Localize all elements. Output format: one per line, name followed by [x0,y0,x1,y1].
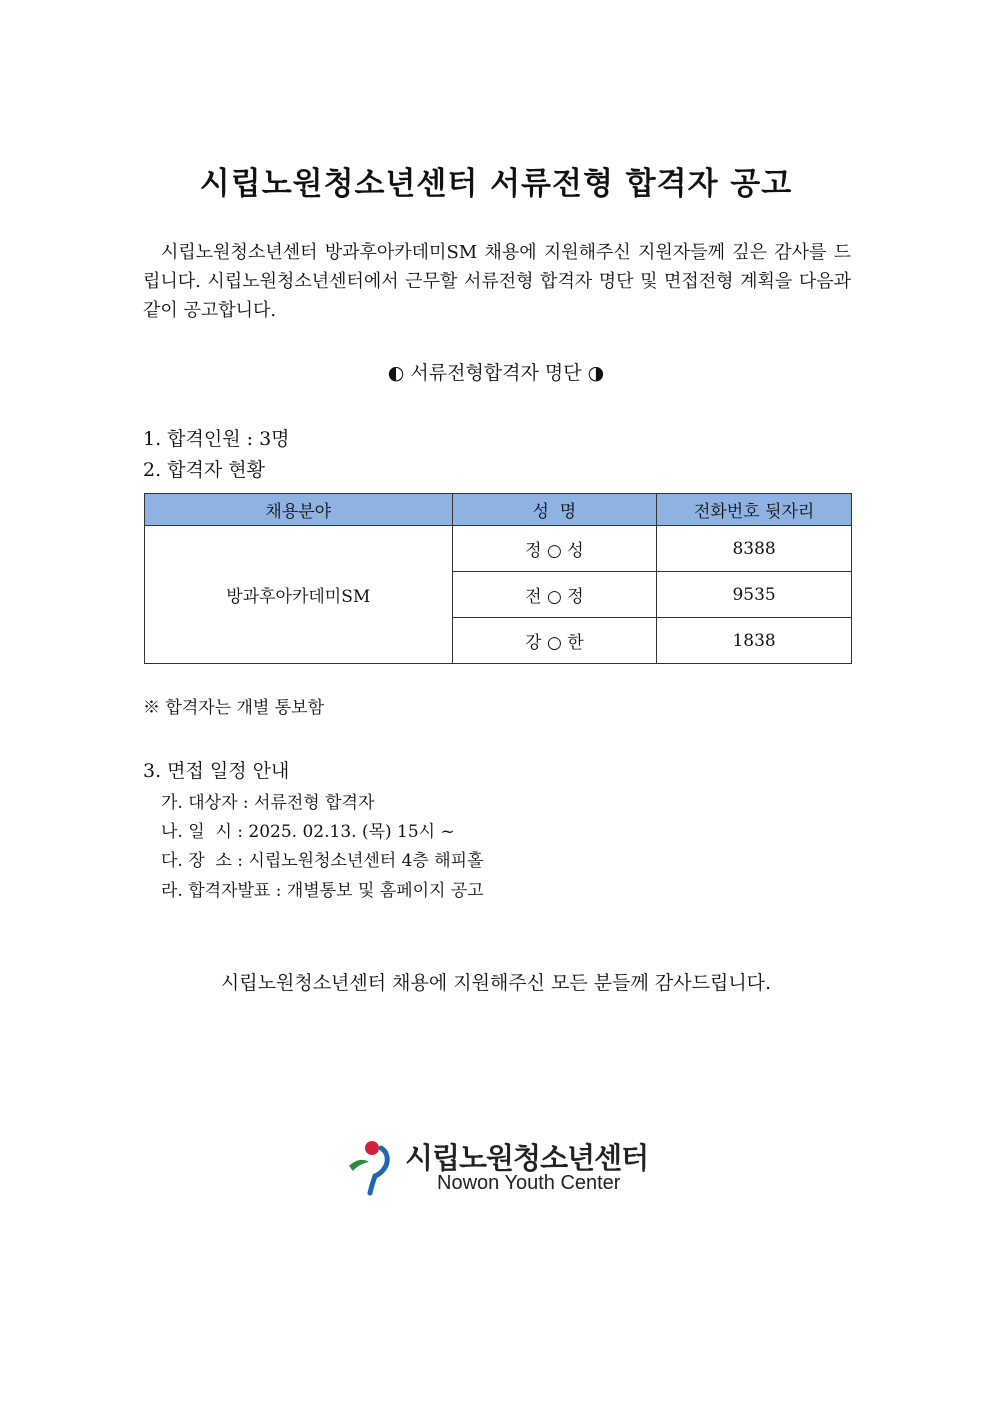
schedule-place: 다. 장 소 : 시립노원청소년센터 4층 해피홀 [161,851,484,871]
table-row [145,526,852,572]
passers-table [144,493,852,664]
name-cell: 전 ○ 정 [452,572,657,618]
section-title: ◐ 서류전형합격자 명단 ◑ [387,362,605,384]
page-title: 시립노원청소년센터 서류전형 합격자 공고 [199,166,793,202]
logo-name-en: Nowon Youth Center [437,1172,621,1194]
table-header-row [145,494,852,526]
schedule-datetime: 나. 일 시 : 2025. 02.13. (목) 15시 ~ [161,822,455,842]
schedule-target: 가. 대상자 : 서류전형 합격자 [161,793,375,813]
pass-status-heading: 2. 합격자 현황 [143,459,265,481]
schedule-announcement: 라. 합격자발표 : 개별통보 및 홈페이지 공고 [161,881,484,901]
phone-cell: 1838 [657,618,852,664]
header-field: 채용분야 [145,494,453,526]
pass-count: 1. 합격인원 : 3명 [143,428,290,450]
name-cell: 강 ○ 한 [452,618,657,664]
phone-cell: 9535 [657,572,852,618]
field-cell: 방과후아카데미SM [145,526,453,664]
center-logo [345,1136,665,1198]
notice-note: ※ 합격자는 개별 통보함 [143,698,325,718]
logo-name-ko: 시립노원청소년센터 [405,1141,649,1175]
logo-emblem-icon [345,1136,405,1196]
header-phone: 전화번호 뒷자리 [657,494,852,526]
phone-cell: 8388 [657,526,852,572]
closing-message: 시립노원청소년센터 채용에 지원해주신 모든 분들께 감사드립니다. [220,972,772,994]
header-name: 성 명 [452,494,657,526]
intro-paragraph: 시립노원청소년센터 방과후아카데미SM 채용에 지원해주신 지원자들께 깊은 감사를 드립니다. 시립노원청소년센터에서 근무할 서류전형 합격자 명단 및 면접전형 계획을 다음과 같이 공고합니다. [143,242,851,321]
name-cell: 정 ○ 성 [452,526,657,572]
interview-heading: 3. 면접 일정 안내 [143,760,290,782]
